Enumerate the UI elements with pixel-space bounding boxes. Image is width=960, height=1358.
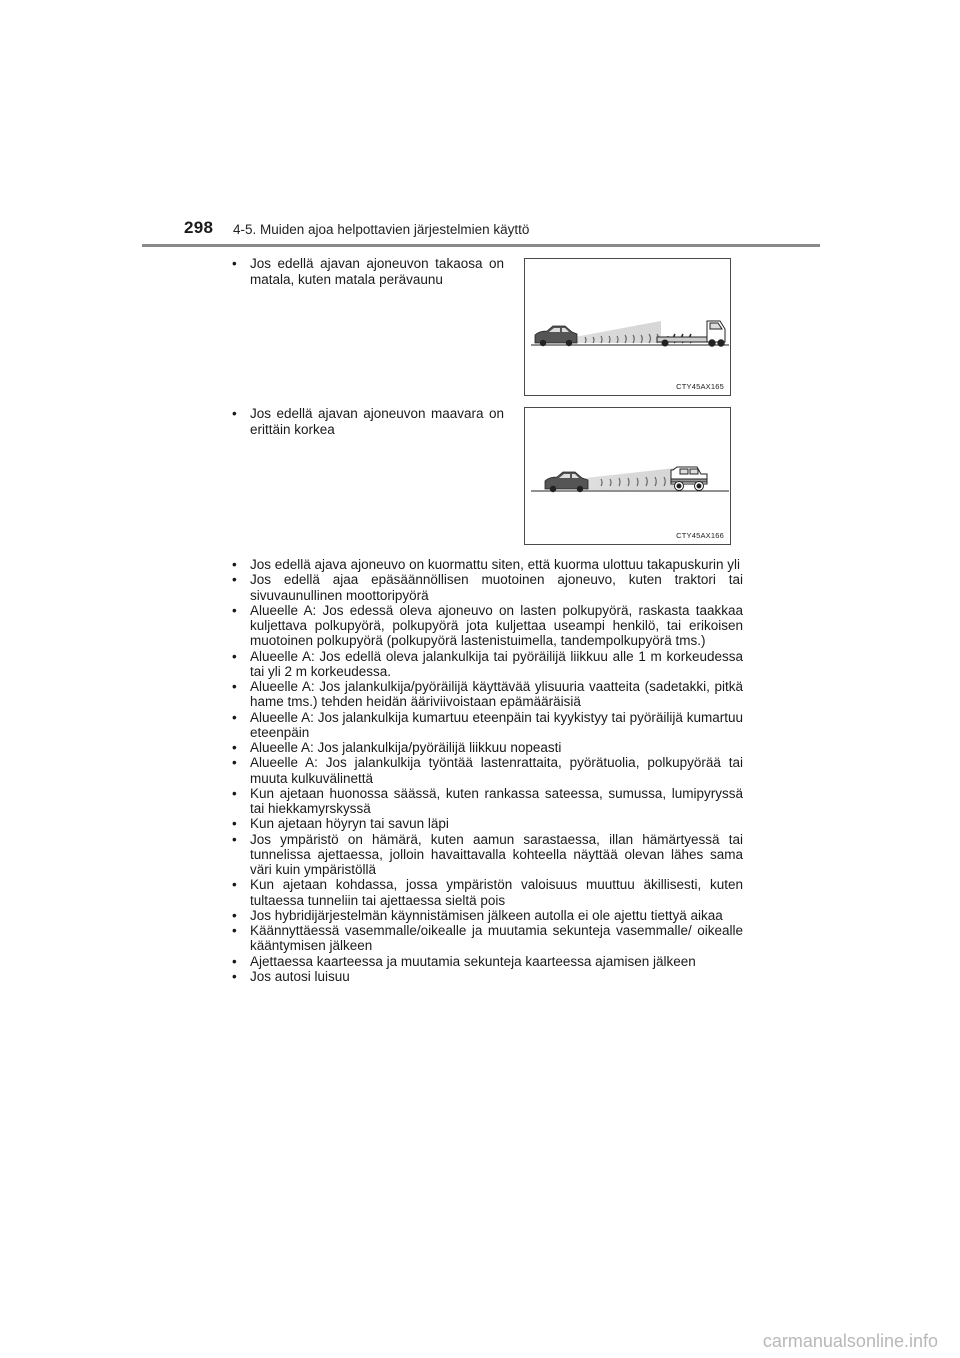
figure-caption-text: Jos edellä ajavan ajoneuvon maavara on erittäin korkea <box>250 406 504 438</box>
list-item <box>232 755 743 786</box>
list-item-text: Jos edellä ajava ajoneuvo on kuormattu siten, että kuorma ulottuu takapuskurin yli <box>250 557 741 572</box>
list-item <box>232 923 743 954</box>
suv-icon <box>671 467 707 491</box>
bullet-dot: • <box>232 679 237 694</box>
header-divider <box>142 244 820 247</box>
bullet-dot: • <box>232 907 237 923</box>
bullet-dot: • <box>232 709 237 725</box>
list-item-text: Alueelle A: Jos jalankulkija työntää lastenrattaita, pyörätuolia, polkupyörää tai muuta kulkuvälinettä <box>250 755 743 786</box>
list-item-text: Alueelle A: Jos jalankulkija kumartuu eteenpäin tai kyykistyy tai pyöräilijä kumartuu eteenpäin <box>250 709 743 740</box>
list-item <box>232 877 743 908</box>
list-item-text: Kun ajetaan kohdassa, jossa ympäristön valoisuus muuttuu äkillisesti, kuten tultaessa tunneliin tai ajettaessa sieltä pois <box>250 877 743 908</box>
bullet-dot: • <box>232 923 237 938</box>
list-item <box>232 572 743 603</box>
radar-beam <box>569 321 661 343</box>
bullet-dot: • <box>232 877 237 893</box>
list-item-text: Jos edellä ajaa epäsäännöllisen muotoinen ajoneuvo, kuten traktori tai sivuvaunullinen moottoripyörä <box>250 572 743 603</box>
page-number: 298 <box>184 218 214 237</box>
figure-caption-2 <box>232 406 504 439</box>
bullet-dot: • <box>232 816 237 832</box>
list-item-text: Jos hybridijärjestelmän käynnistämisen jälkeen autolla ei ole ajettu tiettyä aikaa <box>250 907 723 923</box>
bullet-dot: • <box>232 785 237 801</box>
figure-caption-1 <box>232 256 504 289</box>
section-title: 4-5. Muiden ajoa helpottavien järjestelmien käyttö <box>233 222 530 237</box>
limitation-list <box>232 557 743 984</box>
list-item <box>232 969 743 984</box>
bullet-dot: • <box>232 572 237 588</box>
figure-high-clearance <box>524 407 731 545</box>
list-item <box>232 954 743 969</box>
bullet-dot: • <box>232 406 237 421</box>
bullet-dot: • <box>232 256 237 271</box>
figure-code: CTY45AX165 <box>676 382 724 391</box>
figure-low-trailer <box>524 258 731 396</box>
bullet-dot: • <box>232 648 237 664</box>
low-trailer-illustration <box>525 259 732 397</box>
high-clearance-illustration <box>525 408 732 546</box>
list-item-text: Alueelle A: Jos edessä oleva ajoneuvo on lasten polkupyörä, raskasta taakkaa kuljettava polkupyörä, polkupyörä jota kuljettaa useampi henkilö, tai erikoisen muotoinen polkupyörä (polkupyörä lastenistuimella, tandempolkupyörä tms.) <box>250 602 743 649</box>
list-item <box>232 679 743 710</box>
bullet-dot: • <box>232 831 237 847</box>
list-item-text: Jos ympäristö on hämärä, kuten aamun sarastaessa, illan hämärtyessä tai tunnelissa ajettaessa, jolloin havaittavalla kohteella näyttää olevan lähes sama väri kuin ympäristöllä <box>250 831 743 877</box>
list-item <box>232 832 743 878</box>
bullet-dot: • <box>232 740 237 755</box>
list-item-text: Alueelle A: Jos jalankulkija/pyöräilijä liikkuu nopeasti <box>250 740 562 755</box>
list-item-text: Jos autosi luisuu <box>250 968 350 984</box>
bullet-dot: • <box>232 968 237 984</box>
list-item <box>232 908 743 923</box>
list-item-text: Alueelle A: Jos edellä oleva jalankulkija tai pyöräilijä liikkuu alle 1 m korkeudessa tai yli 2 m korkeudessa. <box>250 648 743 679</box>
list-item <box>232 816 743 831</box>
list-item-text: Käännyttäessä vasemmalle/oikealle ja muutamia sekunteja vasemmalle/ oikealle kääntymisen jälkeen <box>250 923 743 954</box>
bullet-dot: • <box>232 602 237 618</box>
bullet-dot: • <box>232 953 237 969</box>
car-icon <box>535 326 577 346</box>
list-item <box>232 740 743 755</box>
list-item-text: Kun ajetaan höyryn tai savun läpi <box>250 816 449 832</box>
truck-icon <box>657 321 725 346</box>
watermark-link[interactable]: carmanualsonline.info <box>762 1331 938 1351</box>
radar-beam <box>585 468 675 490</box>
list-item <box>232 603 743 649</box>
list-item-text: Kun ajetaan huonossa säässä, kuten rankassa sateessa, sumussa, lumipyryssä tai hiekkamyrskyssä <box>250 785 743 816</box>
list-item <box>232 710 743 741</box>
list-item <box>232 557 743 572</box>
list-item <box>232 786 743 817</box>
list-item <box>232 649 743 680</box>
figure-caption-text: Jos edellä ajavan ajoneuvon takaosa on matala, kuten matala perävaunu <box>250 256 504 288</box>
bullet-dot: • <box>232 557 237 572</box>
bullet-dot: • <box>232 755 237 771</box>
list-item-text: Ajettaessa kaarteessa ja muutamia sekunteja kaarteessa ajamisen jälkeen <box>250 953 696 969</box>
list-item-text: Alueelle A: Jos jalankulkija/pyöräilijä käyttävää ylisuuria vaatteita (sadetakki, pitkä hame tms.) tehden heidän ääriviivoistaan epämääräisiä <box>250 679 743 710</box>
car-icon <box>545 472 588 492</box>
figure-code: CTY45AX166 <box>676 531 724 540</box>
